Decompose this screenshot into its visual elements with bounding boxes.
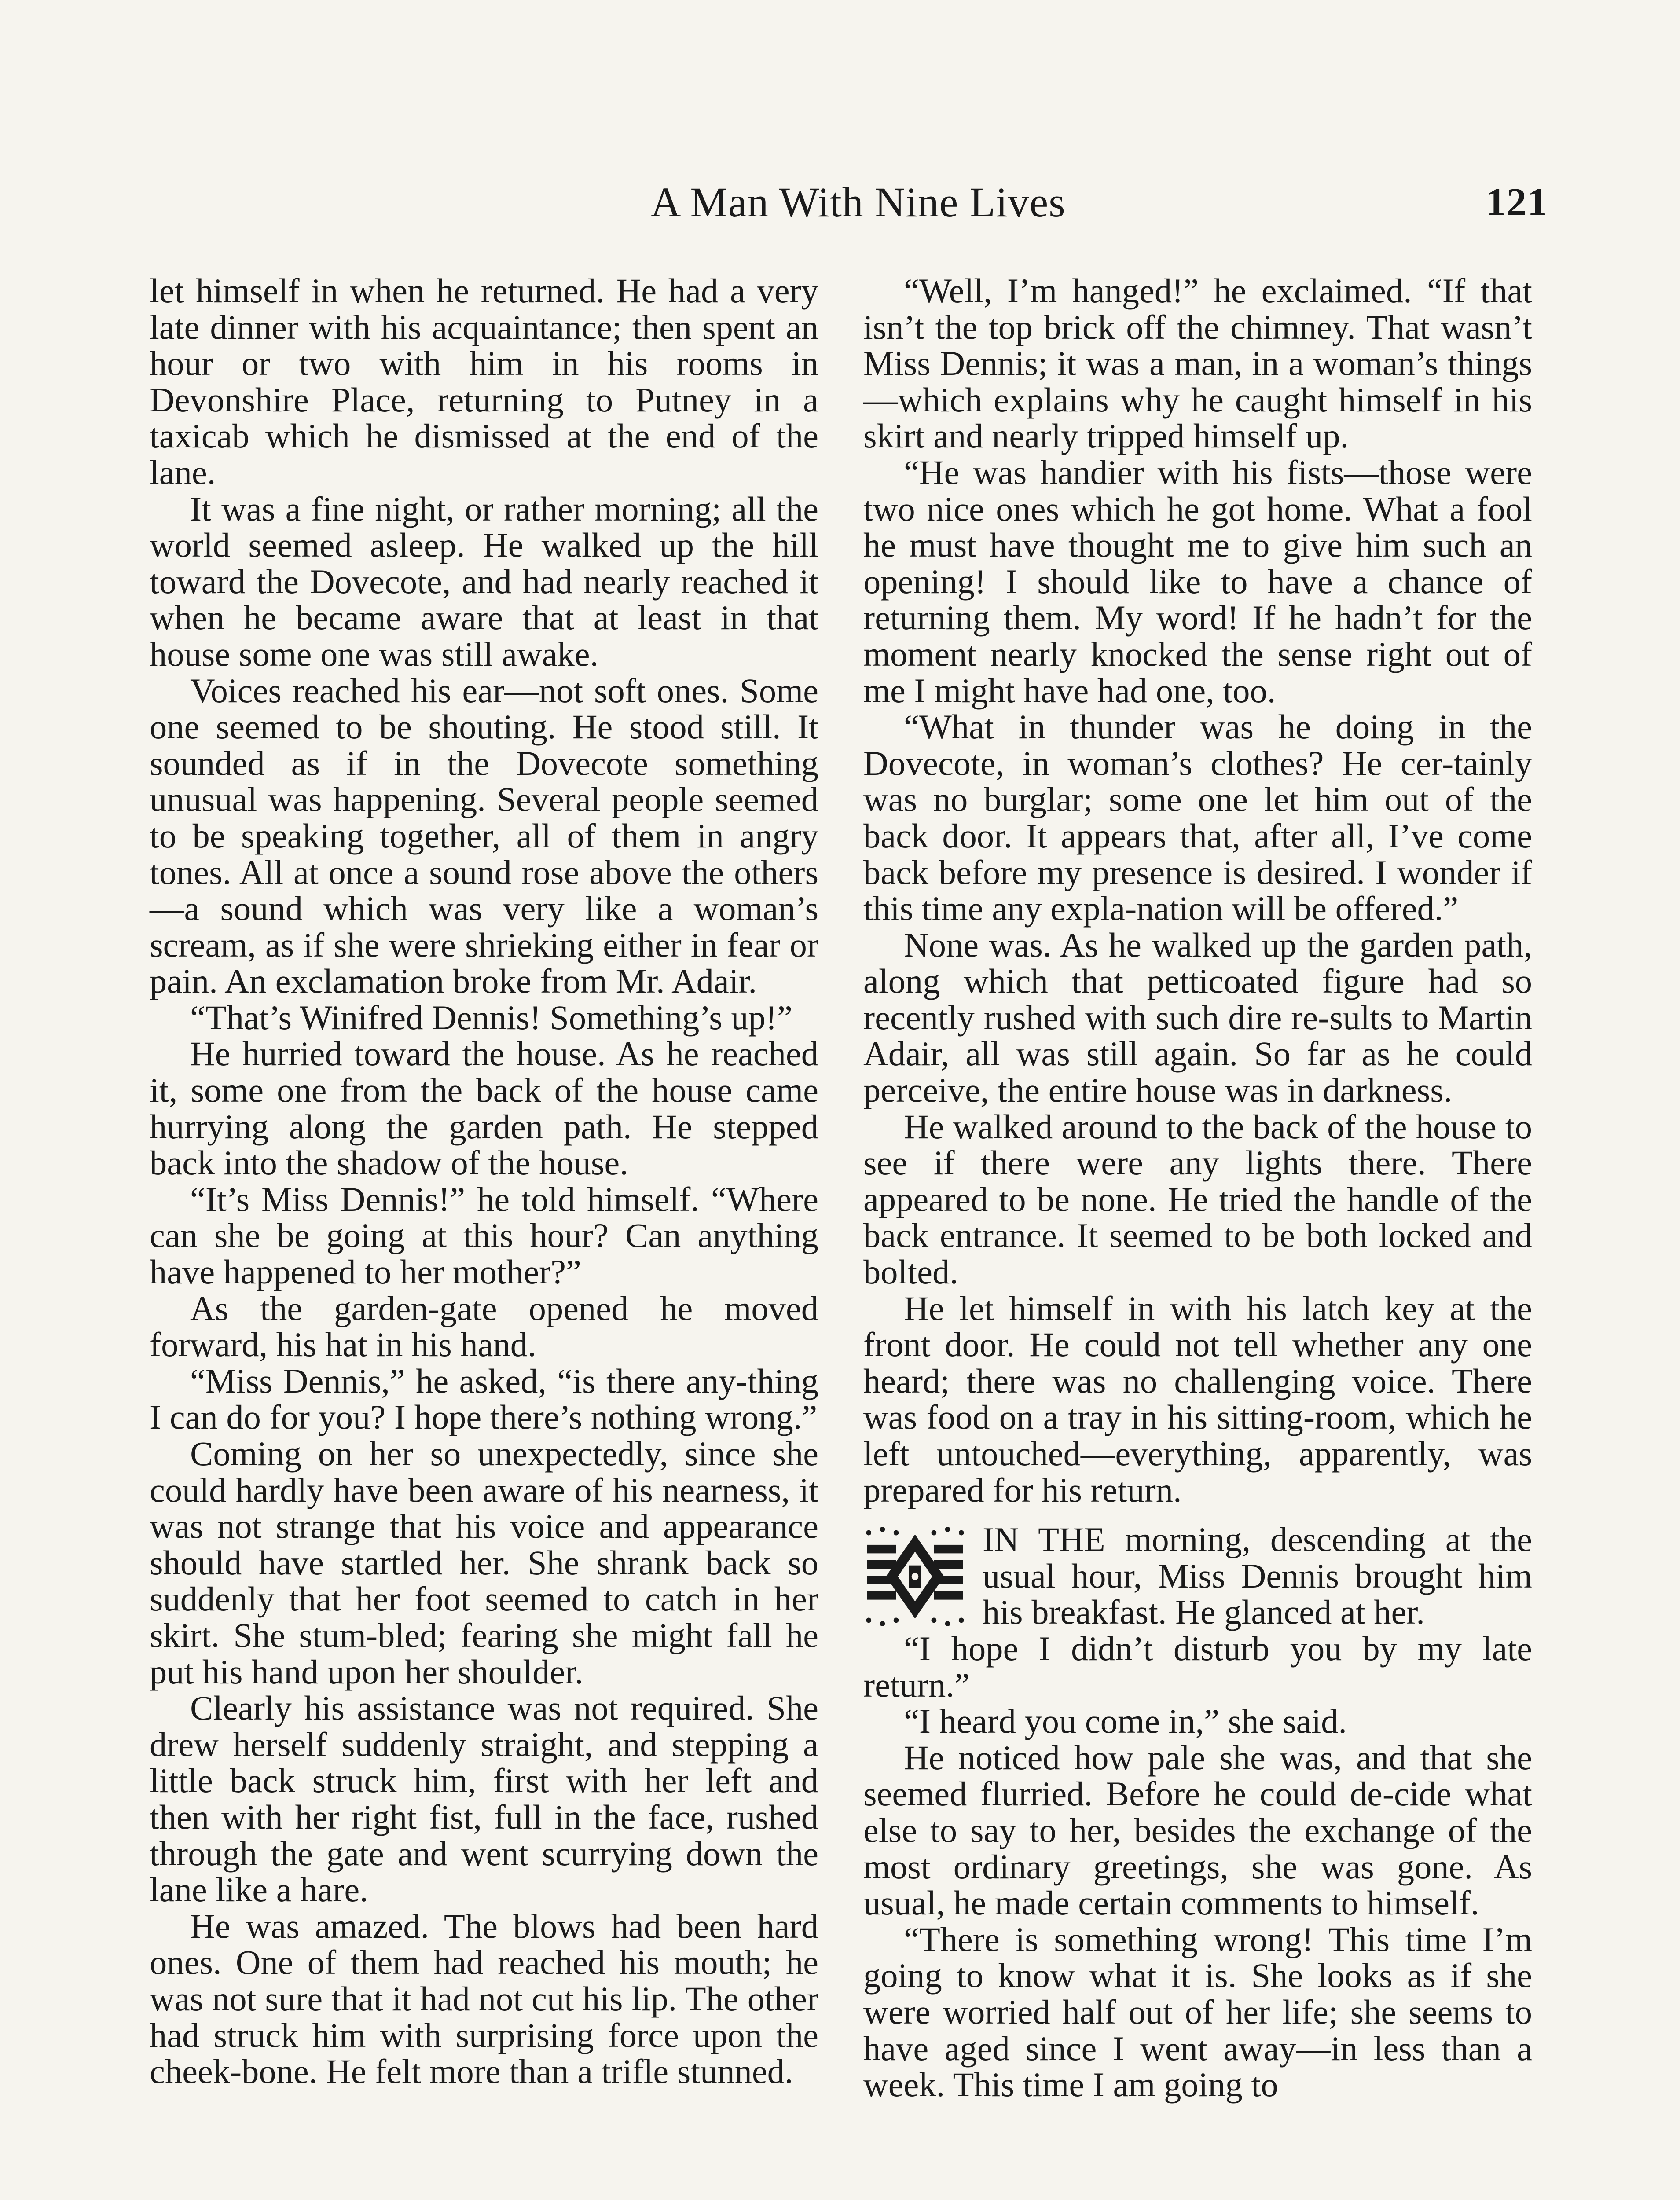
paragraph: “I hope I didn’t disturb you by my late return.” <box>863 1629 1532 1704</box>
paragraph: He hurried toward the house. As he reached it, some one from the back of the house came hurrying along the garden path. He stepped back into the shadow of the house. <box>150 1034 818 1182</box>
paragraph: He walked around to the back of the house to see if there were any lights there. There appeared to be none. He tried the handle of the back entrance. It seemed to be both locked and bolted. <box>863 1107 1532 1291</box>
paragraph: “Miss Dennis,” he asked, “is there any-thing I can do for you? I hope there’s nothing wrong.” <box>150 1361 818 1437</box>
running-head <box>0 176 1680 229</box>
paragraph: None was. As he walked up the garden path, along which that petticoated figure had so recently rushed with such dire re-sults to Martin Adair, all was still again. So far as he could perceive, the entire house was in darkness. <box>863 925 1532 1110</box>
paragraph: let himself in when he returned. He had a very late dinner with his acquaintance; then spent an hour or two with him in his rooms in Devonshire Place, returning to Putney in a taxicab which he dismissed at the end of the lane. <box>150 271 818 491</box>
paragraph: Coming on her so unexpectedly, since she could hardly have been aware of his nearness, it was not strange that his voice and appearance should have startled her. She shrank back so suddenly that her foot seemed to catch in her skirt. She stum-bled; fearing she might fall he put his hand upon her shoulder. <box>150 1434 818 1691</box>
paragraph: “He was handier with his fists—those were two nice ones which he got home. What a fool he must have thought me to give him such an opening! I should like to have a chance of returning them. My word! If he hadn’t for the moment nearly knocked the sense right out of me I might have had one, too. <box>863 453 1532 710</box>
section-break <box>863 1522 1532 2103</box>
paragraph: “What in thunder was he doing in the Dovecote, in woman’s clothes? He cer-tainly was no burglar; some one let him out of the back door. It appears that, after all, I’ve come back before my presence is desired. I wonder if this time any expla-nation will be offered.” <box>863 708 1532 928</box>
paragraph: Clearly his assistance was not required. She drew herself suddenly straight, and stepping a little back struck him, first with her left and then with her right fist, full in the face, rushed through the gate and went scurrying down the lane like a hare. <box>150 1689 818 1909</box>
paragraph: Voices reached his ear—not soft ones. Some one seemed to be shouting. He stood still. It sounded as if in the Dovecote something unusual was happening. Several people seemed to be speaking together, all of them in angry tones. All at once a sound rose above the others—a sound which was very like a woman’s scream, as if she were shrieking either in fear or pain. An exclamation broke from Mr. Adair. <box>150 671 818 1001</box>
page-number: 121 <box>1486 180 1548 224</box>
paragraph: He let himself in with his latch key at the front door. He could not tell whether any one heard; there was no challenging voice. There was food on a tray in his sitting-room, which he left untouched—everything, apparently, was prepared for his return. <box>863 1289 1532 1509</box>
page-title: A Man With Nine Lives <box>650 179 1066 226</box>
section-ornament-icon <box>863 1526 967 1627</box>
left-column <box>150 273 818 2090</box>
paragraph: He noticed how pale she was, and that she seemed flurried. Before he could de-cide what else to say to her, besides the exchange of the most ordinary greetings, she was gone. As usual, he made certain comments to himself. <box>863 1738 1532 1922</box>
paragraph: “It’s Miss Dennis!” he told himself. “Where can she be going at this hour? Can anything have happened to her mother?” <box>150 1180 818 1291</box>
paragraph: “That’s Winifred Dennis! Something’s up!” <box>190 998 792 1037</box>
right-column <box>863 273 1532 2103</box>
section-lead-paragraph: IN THE morning, descending at the usual hour, Miss Dennis brought him his breakfast. He glanced at her. <box>983 1520 1532 1632</box>
paragraph: “I heard you come in,” she said. <box>904 1702 1347 1741</box>
paragraph: He was amazed. The blows had been hard ones. One of them had reached his mouth; he was not sure that it had not cut his lip. The other had struck him with surprising force upon the cheek-bone. He felt more than a trifle stunned. <box>150 1907 818 2091</box>
paragraph: “There is something wrong! This time I’m going to know what it is. She looks as if she were worried half out of her life; she seems to have aged since I went away—in less than a week. This time I am going to <box>863 1920 1532 2104</box>
paragraph: It was a fine night, or rather morning; all the world seemed asleep. He walked up the hill toward the Dovecote, and had nearly reached it when he became aware that at least in that house some one was still awake. <box>150 489 818 673</box>
paragraph: As the garden-gate opened he moved forward, his hat in his hand. <box>150 1289 818 1364</box>
paragraph: “Well, I’m hanged!” he exclaimed. “If that isn’t the top brick off the chimney. That wasn’t Miss Dennis; it was a man, in a woman’s things—which explains why he caught himself in his skirt and nearly tripped himself up. <box>863 271 1532 455</box>
